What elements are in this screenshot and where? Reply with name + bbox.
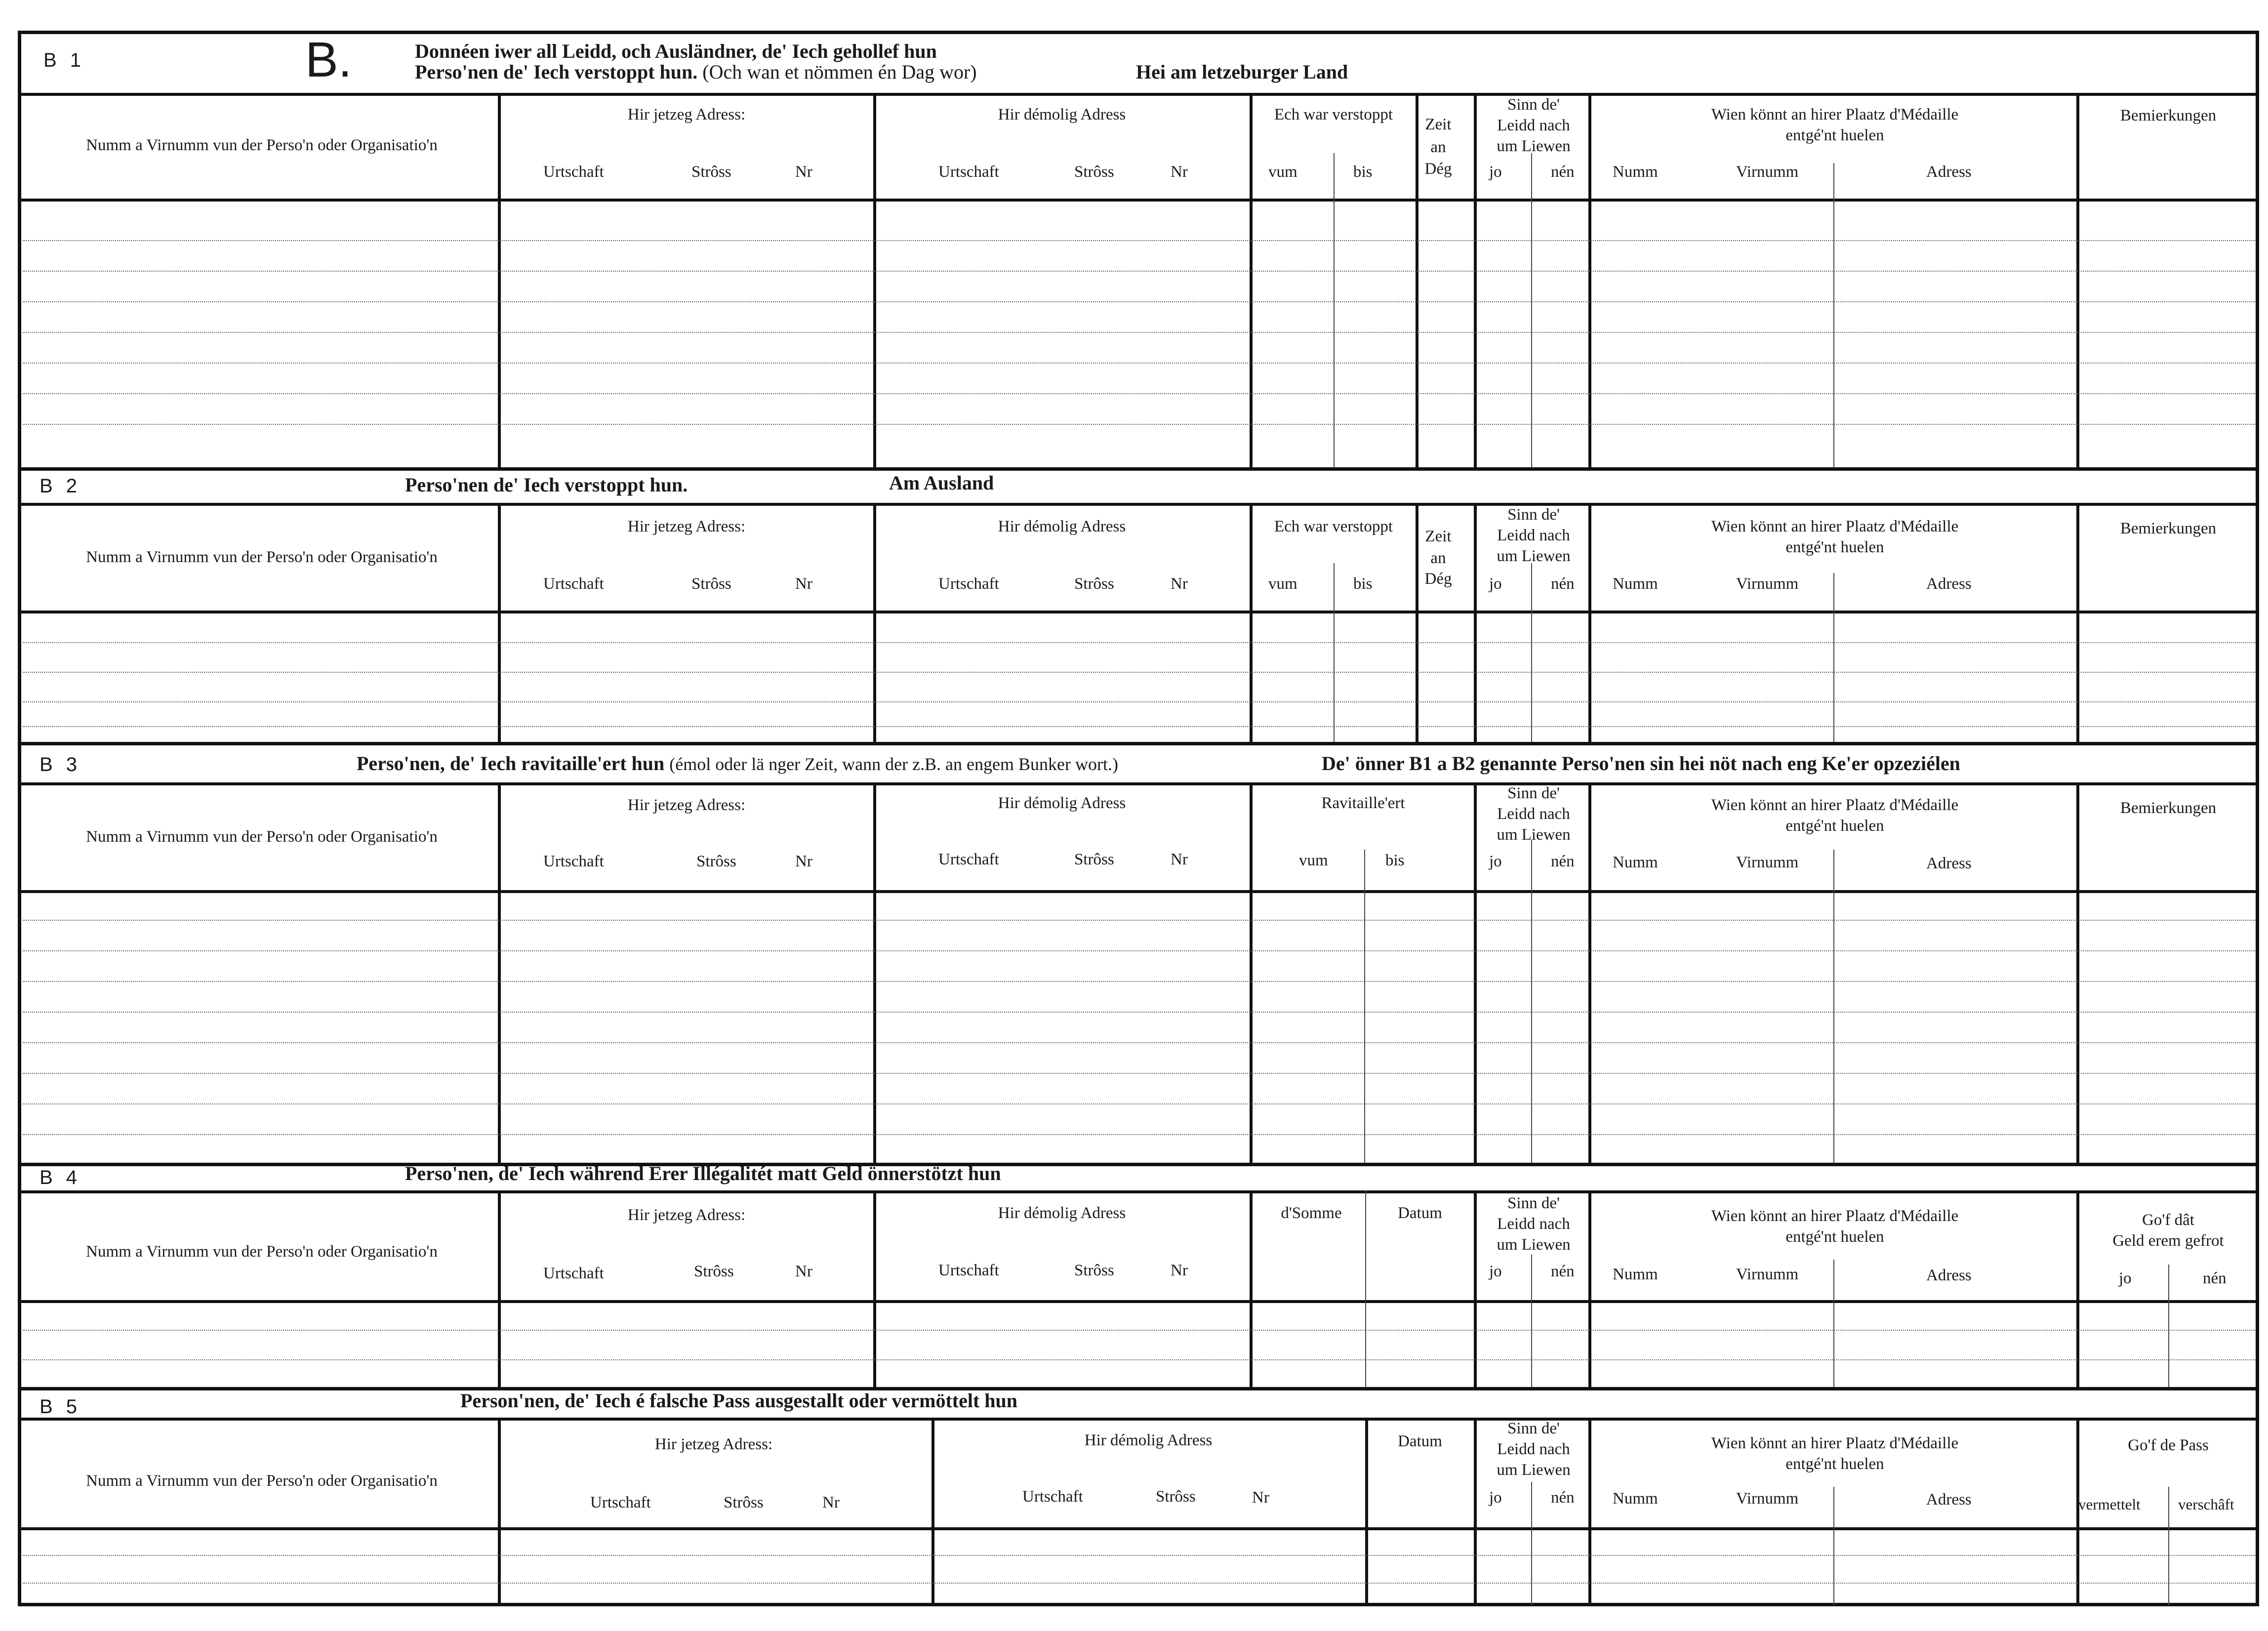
col-header-urtschaft: Urtschaft [590, 1494, 651, 1511]
col-header-name: Numm a Virnumm vun der Perso'n oder Organisatio'n [86, 1243, 438, 1261]
col-header-nr: Nr [822, 1494, 840, 1511]
column-divider [2076, 93, 2079, 467]
col-header-medal-2: entgé'nt huelen [1785, 817, 1884, 835]
col-header-jo: jo [1489, 1263, 1502, 1280]
column-divider-thin [1334, 153, 1335, 467]
entry-row[interactable] [23, 271, 2255, 272]
col-header-stross: Strôss [691, 163, 731, 181]
col-header-bis: bis [1385, 852, 1405, 869]
col-header-numm: Numm [1613, 1490, 1658, 1508]
col-header-jo: jo [1489, 853, 1502, 870]
section-title-b4: Perso'nen, de' Iech während Erer Illégalitét matt Geld önnerstötzt hun [405, 1162, 1001, 1184]
col-header-numm: Numm [1613, 163, 1658, 181]
column-divider [2076, 782, 2079, 1163]
header-bottom-line [20, 199, 2257, 202]
col-header-datum: Datum [1398, 1432, 1442, 1450]
col-header-sinn: Sinn de' [1507, 96, 1560, 114]
col-header-leidd: Leidd nach [1497, 1215, 1570, 1233]
col-header-urtschaft-former: Urtschaft [938, 1262, 999, 1279]
col-header-sinn: Sinn de' [1507, 506, 1560, 524]
col-header-urtschaft-former: Urtschaft [938, 163, 999, 181]
col-header-jo: jo [1489, 575, 1502, 593]
col-header-jo: jo [2119, 1269, 2132, 1287]
column-divider-thin [1833, 850, 1834, 1163]
col-header-virnumm: Virnumm [1736, 1265, 1799, 1283]
col-header-leidd: Leidd nach [1497, 527, 1570, 544]
column-divider [2076, 1190, 2079, 1387]
col-header-medal: Wien könnt an hirer Plaatz d'Médaille [1711, 106, 1959, 123]
col-header-sinn: Sinn de' [1507, 784, 1560, 802]
section-label-b5: B 5 [40, 1396, 81, 1418]
entry-row[interactable] [23, 301, 2255, 302]
col-header-deg: Dég [1424, 570, 1452, 588]
column-divider-thin [1531, 563, 1532, 742]
column-divider-thin [1365, 1190, 1366, 1387]
header-top-line [20, 1418, 2257, 1421]
col-header-nr-former: Nr [1252, 1489, 1269, 1507]
header-bottom-line [20, 611, 2257, 613]
col-header-liewen: um Liewen [1497, 1236, 1571, 1254]
column-divider [873, 1190, 876, 1387]
col-header-remarks: Bemierkungen [2120, 520, 2217, 537]
col-header-nen: nén [1551, 1263, 1575, 1280]
column-divider [498, 1190, 501, 1387]
column-divider [873, 782, 876, 1163]
column-divider [1588, 1190, 1591, 1387]
col-header-stross-former: Strôss [1074, 575, 1114, 593]
column-divider [498, 503, 501, 742]
column-divider-thin [1531, 1482, 1532, 1605]
section-title-b5: Person'nen, de' Iech é falsche Pass ausgestallt oder vermöttelt hun [460, 1389, 1018, 1412]
col-header-stross: Strôss [691, 575, 731, 593]
column-divider-thin [1531, 840, 1532, 1163]
col-header-medal: Wien könnt an hirer Plaatz d'Médaille [1711, 518, 1959, 535]
col-header-medal-2: entgé'nt huelen [1785, 1228, 1884, 1246]
header-top-line [20, 1190, 2257, 1193]
column-divider [498, 93, 501, 467]
column-divider [1250, 503, 1253, 742]
col-header-stross-former: Strôss [1074, 851, 1114, 868]
column-divider-thin [1531, 153, 1532, 467]
col-header-former-address: Hir démolig Adress [998, 1204, 1126, 1222]
col-header-urtschaft: Urtschaft [543, 853, 604, 870]
col-header-an: an [1430, 138, 1446, 156]
entry-row[interactable] [23, 1073, 2255, 1074]
col-header-nr: Nr [795, 853, 812, 870]
entry-row[interactable] [23, 1330, 2255, 1331]
column-divider-thin [1833, 1260, 1834, 1387]
col-header-leidd: Leidd nach [1497, 117, 1570, 134]
section-label-b3: B 3 [40, 754, 81, 775]
col-header-remarks: Bemierkungen [2120, 107, 2217, 124]
column-divider [932, 1418, 934, 1605]
col-header-urtschaft: Urtschaft [543, 163, 604, 181]
col-header-ravitailleert: Ravitaille'ert [1321, 794, 1405, 812]
col-header-numm: Numm [1613, 1265, 1658, 1283]
entry-row[interactable] [23, 332, 2255, 333]
col-header-nr-former: Nr [1171, 163, 1188, 181]
col-header-nen: nén [1551, 1489, 1575, 1507]
col-header-nr: Nr [795, 1263, 812, 1280]
column-divider [1416, 93, 1418, 467]
section-region-b1: Hei am letzeburger Land [1136, 61, 1348, 83]
entry-row[interactable] [23, 920, 2255, 921]
entry-row[interactable] [23, 1359, 2255, 1360]
entry-row[interactable] [23, 950, 2255, 951]
col-header-zeit: Zeit [1425, 528, 1452, 545]
section-subtitle-b1: Perso'nen de' Iech verstoppt hun. (Och wan et nömmen én Dag wor) [415, 61, 977, 83]
col-header-name: Numm a Virnumm vun der Perso'n oder Organisatio'n [86, 1472, 438, 1490]
col-header-medal: Wien könnt an hirer Plaatz d'Médaille [1711, 796, 1959, 814]
col-header-remarks: Bemierkungen [2120, 799, 2217, 817]
col-header-zeit: Zeit [1425, 116, 1452, 133]
col-header-virnumm: Virnumm [1736, 163, 1799, 181]
entry-row[interactable] [23, 393, 2255, 394]
col-header-virnumm: Virnumm [1736, 1490, 1799, 1508]
col-header-medal-2: entgé'nt huelen [1785, 1455, 1884, 1473]
col-header-urtschaft-former: Urtschaft [938, 575, 999, 593]
col-header-current-address: Hir jetzeg Adress: [627, 106, 746, 123]
header-bottom-line [20, 890, 2257, 893]
col-header-adress: Adress [1926, 1266, 1972, 1284]
col-header-stross-former: Strôss [1156, 1488, 1196, 1506]
entry-row[interactable] [23, 424, 2255, 425]
col-header-nr-former: Nr [1171, 851, 1188, 868]
column-divider [1588, 93, 1591, 467]
column-divider [1588, 782, 1591, 1163]
col-header-nr-former: Nr [1171, 1262, 1188, 1279]
col-header-former-address: Hir démolig Adress [998, 518, 1126, 535]
entry-row[interactable] [23, 1583, 2255, 1584]
col-header-nen: nén [1551, 853, 1575, 870]
col-header-medal-2: entgé'nt huelen [1785, 538, 1884, 556]
entry-row[interactable] [23, 672, 2255, 673]
col-header-stross: Strôss [694, 1263, 734, 1280]
col-header-vermettelt: vermettelt [2078, 1496, 2141, 1513]
col-header-gof-pass: Go'f de Pass [2128, 1436, 2209, 1454]
entry-row[interactable] [23, 1555, 2255, 1556]
entry-row[interactable] [23, 726, 2255, 727]
col-header-liewen: um Liewen [1497, 1461, 1571, 1479]
col-header-nen: nén [1551, 163, 1575, 181]
col-header-former-address: Hir démolig Adress [998, 106, 1126, 123]
section-note-b3: De' önner B1 a B2 genannte Perso'nen sin hei nöt nach eng Ke'er opzeziélen [1322, 752, 1960, 775]
entry-row[interactable] [23, 1042, 2255, 1043]
col-header-hidden: Ech war verstoppt [1274, 106, 1393, 123]
column-divider [1250, 782, 1253, 1163]
header-top-line [20, 782, 2257, 785]
column-divider-thin [1334, 563, 1335, 742]
col-header-medal: Wien könnt an hirer Plaatz d'Médaille [1711, 1207, 1959, 1225]
column-divider-thin [1833, 573, 1834, 742]
col-header-medal: Wien könnt an hirer Plaatz d'Médaille [1711, 1434, 1959, 1452]
col-header-current-address: Hir jetzeg Adress: [627, 518, 746, 535]
col-header-stross-former: Strôss [1074, 163, 1114, 181]
col-header-virnumm: Virnumm [1736, 575, 1799, 593]
col-header-stross-former: Strôss [1074, 1262, 1114, 1279]
section-divider [18, 467, 2259, 471]
col-header-current-address: Hir jetzeg Adress: [627, 1206, 746, 1224]
col-header-nr: Nr [795, 575, 812, 593]
col-header-nr-former: Nr [1171, 575, 1188, 593]
column-divider [2076, 503, 2079, 742]
col-header-virnumm: Virnumm [1736, 854, 1799, 871]
section-divider [18, 1163, 2259, 1166]
column-divider [1474, 782, 1477, 1163]
entry-row[interactable] [23, 1103, 2255, 1104]
col-header-former-address: Hir démolig Adress [998, 794, 1126, 812]
col-header-name: Numm a Virnumm vun der Perso'n oder Organisatio'n [86, 828, 438, 846]
column-divider-thin [1364, 850, 1365, 1163]
col-header-current-address: Hir jetzeg Adress: [627, 796, 746, 814]
header-top-line [20, 503, 2257, 506]
col-header-nen: nén [1551, 575, 1575, 593]
col-header-urtschaft: Urtschaft [543, 575, 604, 593]
section-divider [18, 1387, 2259, 1390]
section-title-b3: Perso'nen, de' Iech ravitaille'ert hun (émol oder lä nger Zeit, wann der z.B. an engem Bunker wort.) [357, 752, 1118, 775]
col-header-urtschaft: Urtschaft [543, 1264, 604, 1282]
col-header-adress: Adress [1926, 163, 1972, 181]
entry-row[interactable] [23, 642, 2255, 643]
header-bottom-line [20, 1300, 2257, 1303]
column-divider [1250, 93, 1253, 467]
form-letter: B. [305, 32, 352, 87]
col-header-name: Numm a Virnumm vun der Perso'n oder Organisatio'n [86, 548, 438, 566]
column-divider [1416, 503, 1418, 742]
col-header-verschaft: verschâft [2178, 1496, 2234, 1513]
entry-row[interactable] [23, 1012, 2255, 1013]
col-header-liewen: um Liewen [1497, 137, 1571, 155]
col-header-vum: vum [1299, 852, 1328, 869]
col-header-bis: bis [1353, 163, 1373, 181]
entry-row[interactable] [23, 701, 2255, 702]
section-label-b1: B 1 [43, 49, 85, 71]
column-divider-thin [1833, 1487, 1834, 1605]
col-header-geld-erem: Geld erem gefrot [2112, 1232, 2224, 1250]
col-header-vum: vum [1268, 163, 1297, 181]
column-divider [498, 782, 501, 1163]
col-header-vum: vum [1268, 575, 1297, 593]
header-top-line [20, 93, 2257, 96]
column-divider [1474, 1190, 1477, 1387]
col-header-datum: Datum [1398, 1204, 1442, 1222]
section-label-b4: B 4 [40, 1167, 81, 1188]
col-header-stross: Strôss [696, 853, 736, 870]
column-divider [873, 503, 876, 742]
col-header-medal-2: entgé'nt huelen [1785, 126, 1884, 144]
col-header-numm: Numm [1613, 854, 1658, 871]
column-divider [1474, 93, 1477, 467]
column-divider [1588, 503, 1591, 742]
entry-row[interactable] [23, 363, 2255, 364]
col-header-adress: Adress [1926, 575, 1972, 593]
column-divider [2076, 1418, 2079, 1605]
column-divider-thin [1531, 1255, 1532, 1387]
col-header-an: an [1430, 549, 1446, 567]
header-bottom-line [20, 1527, 2257, 1530]
col-header-urtschaft-former: Urtschaft [1022, 1488, 1083, 1506]
section-divider [18, 742, 2259, 745]
col-header-gof-dat: Go'f dât [2142, 1211, 2194, 1229]
col-header-stross: Strôss [724, 1494, 764, 1511]
column-divider [1365, 1418, 1368, 1605]
column-divider-thin [2168, 1487, 2169, 1605]
col-header-adress: Adress [1926, 1491, 1972, 1509]
col-header-leidd: Leidd nach [1497, 805, 1570, 823]
section-region-b2: Am Ausland [889, 472, 994, 494]
col-header-current-address: Hir jetzeg Adress: [654, 1435, 773, 1453]
entry-row[interactable] [23, 240, 2255, 241]
col-header-liewen: um Liewen [1497, 826, 1571, 844]
col-header-former-address: Hir démolig Adress [1084, 1431, 1213, 1449]
col-header-adress: Adress [1926, 855, 1972, 872]
col-header-jo: jo [1489, 163, 1502, 181]
col-header-somme: d'Somme [1281, 1204, 1342, 1222]
col-header-liewen: um Liewen [1497, 547, 1571, 565]
column-divider [1588, 1418, 1591, 1605]
column-divider-thin [1833, 163, 1834, 467]
column-divider-thin [2168, 1264, 2169, 1387]
col-header-sinn: Sinn de' [1507, 1420, 1560, 1437]
col-header-numm: Numm [1613, 575, 1658, 593]
section-label-b2: B 2 [40, 475, 81, 497]
col-header-bis: bis [1353, 575, 1373, 593]
col-header-hidden: Ech war verstoppt [1274, 518, 1393, 535]
col-header-urtschaft-former: Urtschaft [938, 851, 999, 868]
col-header-sinn: Sinn de' [1507, 1194, 1560, 1212]
column-divider [1474, 503, 1477, 742]
section-title-b2: Perso'nen de' Iech verstoppt hun. [405, 474, 688, 496]
col-header-name: Numm a Virnumm vun der Perso'n oder Organisatio'n [86, 136, 438, 154]
col-header-nen: nén [2203, 1269, 2227, 1287]
column-divider [1250, 1190, 1253, 1387]
column-divider [1474, 1418, 1477, 1605]
column-divider [873, 93, 876, 467]
entry-row[interactable] [23, 1134, 2255, 1135]
column-divider [498, 1418, 501, 1605]
col-header-jo: jo [1489, 1489, 1502, 1507]
entry-row[interactable] [23, 981, 2255, 982]
section-title-b1: Donnéen iwer all Leidd, och Ausländner, de' Iech gehollef hun [415, 40, 937, 62]
col-header-deg: Dég [1424, 160, 1452, 178]
col-header-leidd: Leidd nach [1497, 1440, 1570, 1458]
col-header-nr: Nr [795, 163, 812, 181]
